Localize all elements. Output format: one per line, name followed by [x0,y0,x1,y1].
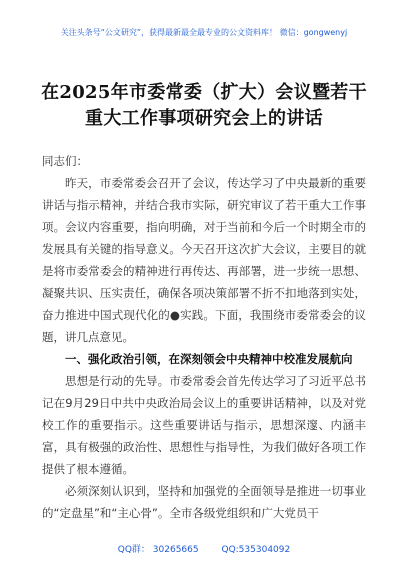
section-heading-1: 一、强化政治引领，在深刻领会中央精神中校准发展航向 [65,352,353,366]
document-body [42,150,366,524]
qq-contact[interactable]: QQ:535304092 [221,545,291,555]
document-title [34,80,374,132]
top-banner[interactable]: 关注头条号“公文研究”，获得最新最全最专业的公文资料库！ 微信：gongwenyj [60,28,348,37]
section1-paragraph-1: 思想是行动的先导。市委常委会首先传达学习了习近平总书记在9月29日中共中央政治局会议上的重要讲话精神，以及对党校工作的重要指示。这些重要讲话与指示，思想深邃、内涵丰富，具有极强的政治性、思想性与指导性，为我们做好各项工作提供了根本遵循。 [42,374,366,476]
title-line-1: 在2025年市委常委（扩大）会议暨若干 [41,82,367,103]
bottom-footer [0,544,408,556]
salutation: 同志们： [42,154,88,168]
title-line-2: 重大工作事项研究会上的讲话 [85,108,323,129]
section1-paragraph-2: 必须深刻认识到，坚持和加强党的全面领导是推进一切事业的“定盘星”和“主心骨”。全市各级党组织和广大党员干 [42,484,366,520]
qq-group[interactable]: QQ群： 30265665 [117,545,199,555]
intro-paragraph: 昨天，市委常委会召开了会议，传达学习了中央最新的重要讲话与指示精神，并结合我市实际，研究审议了若干重大工作事项。会议内容重要，指向明确，对于当前和今后一个时期全市的发展具有关键的指导意义。今天召开这次扩大会议，主要目的就是将市委常委会的精神进行再传达、再部署，进一步统一思想、凝聚共识、压实责任，确保各项决策部署不折不扣地落到实处，奋力推进中国式现代化的●实践。下面，我围绕市委常委会的议题，讲几点意见。 [42,176,366,344]
